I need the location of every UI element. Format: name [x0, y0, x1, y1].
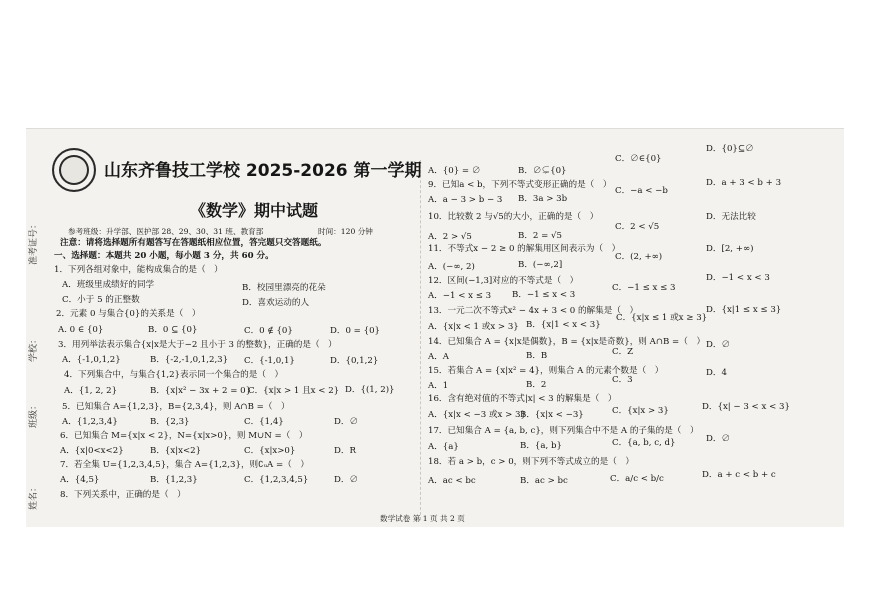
- q10-option-b: B．2 = √5: [518, 231, 562, 241]
- q7-option-c: C．{1,2,3,4,5}: [244, 475, 309, 485]
- q11-option-b: B．(−∞,2]: [518, 260, 563, 270]
- q7-option-d: D．∅: [334, 475, 359, 485]
- q2-option-c: C．0 ∉ {0}: [244, 326, 293, 336]
- column-divider: [420, 160, 421, 520]
- question-10: 10．比较数 2 与√5的大小，正确的是（ ）: [428, 212, 599, 222]
- q18-option-c: C．a/c < b/c: [610, 474, 664, 484]
- question-13: 13．一元二次不等式x² − 4x + 3 < 0 的解集是（ ）: [428, 306, 639, 316]
- q6-option-d: D．R: [334, 446, 356, 456]
- q1-option-a: A．班级里成绩好的同学: [62, 280, 155, 290]
- q13-option-d: D．{x|1 ≤ x ≤ 3}: [706, 305, 782, 315]
- q8-option-a: A．{0} = ∅: [428, 166, 481, 176]
- side-label-exam-number: 准考证号：: [29, 219, 39, 265]
- question-8: 8．下列关系中，正确的是（ ）: [60, 490, 186, 500]
- question-16: 16．含有绝对值的不等式|x| < 3 的解集是（ ）: [428, 394, 617, 404]
- q8-option-d: D．{0}⊆∅: [706, 144, 754, 154]
- question-12: 12．区间(−1,3]对应的不等式是（ ）: [428, 276, 579, 286]
- q5-option-a: A．{1,2,3,4}: [62, 417, 118, 427]
- q16-option-a: A．{x|x < −3 或x > 3}: [428, 410, 526, 420]
- time-label: 时间：120 分钟: [318, 227, 373, 236]
- question-7: 7．若全集 U={1,2,3,4,5}，集合 A={1,2,3}，则∁ᵤA =（ ）: [60, 460, 309, 470]
- q9-option-b: B．3a > 3b: [518, 194, 568, 204]
- q2-option-a: A. 0 ∈ {0}: [58, 325, 104, 335]
- side-label-class: 班级：: [29, 400, 39, 428]
- q15-option-d: D．4: [706, 368, 727, 378]
- q14-option-c: C．Z: [612, 347, 634, 357]
- question-14: 14．已知集合 A = {x|x是偶数}，B = {x|x是奇数}，则 A∩B =（ ）: [428, 337, 706, 347]
- q16-option-d: D．{x| − 3 < x < 3}: [702, 402, 790, 412]
- q7-option-a: A．{4,5}: [60, 475, 100, 485]
- q6-option-a: A．{x|0<x<2}: [60, 446, 124, 456]
- q11-option-c: C．(2, +∞): [615, 252, 663, 262]
- q17-option-a: A．{a}: [428, 442, 459, 452]
- q15-option-a: A．1: [428, 381, 449, 391]
- q2-option-d: D．0 = {0}: [330, 326, 381, 336]
- q13-option-b: B．{x|1 < x < 3}: [526, 320, 601, 330]
- q12-option-a: A．−1 < x ≤ 3: [428, 291, 492, 301]
- q2-option-b: B．0 ⊆ {0}: [148, 325, 198, 335]
- q8-option-b: B．∅⊊{0}: [518, 166, 567, 176]
- q10-option-c: C．2 < √5: [615, 222, 660, 232]
- question-2: 2．元素 0 与集合{0}的关系是（ ）: [56, 309, 201, 319]
- q12-option-c: C．−1 ≤ x ≤ 3: [612, 283, 676, 293]
- q11-option-a: A．(−∞, 2): [428, 262, 475, 272]
- q17-option-d: D．∅: [706, 434, 731, 444]
- q5-option-d: D．∅: [334, 417, 359, 427]
- question-3: 3．用列举法表示集合{x|x是大于−2 且小于 3 的整数}，正确的是（ ）: [58, 340, 337, 350]
- q18-option-d: D．a + c < b + c: [702, 470, 776, 480]
- question-18: 18．若 a > b，c > 0，则下列不等式成立的是（ ）: [428, 457, 634, 467]
- q3-option-b: B．{-2,-1,0,1,2,3}: [150, 355, 229, 365]
- q4-option-a: A．{1, 2, 2}: [64, 386, 118, 396]
- q6-option-b: B．{x|x<2}: [150, 446, 202, 456]
- q10-option-a: A．2 > √5: [428, 232, 472, 242]
- q14-option-b: B．B: [526, 351, 548, 361]
- question-17: 17．已知集合 A = {a, b, c}，则下列集合中不是 A 的子集的是（ ）: [428, 426, 699, 436]
- q4-option-b: B．{x|x² − 3x + 2 = 0}: [150, 386, 252, 396]
- q9-option-c: C．−a < −b: [615, 186, 668, 196]
- q9-option-d: D．a + 3 < b + 3: [706, 178, 782, 188]
- q15-option-c: C．3: [612, 375, 633, 385]
- question-1: 1．下列各组对象中，能构成集合的是（ ）: [54, 265, 223, 275]
- q1-option-c: C．小于 5 的正整数: [62, 295, 140, 305]
- page-footer: 数学试卷 第 1 页 共 2 页: [380, 514, 465, 523]
- q4-option-c: C．{x|x > 1 且x < 2}: [248, 386, 340, 396]
- question-9: 9．已知a < b，下列不等式变形正确的是（ ）: [428, 180, 612, 190]
- q9-option-a: A．a − 3 > b − 3: [428, 195, 503, 205]
- q13-option-a: A．{x|x < 1 或x > 3}: [428, 322, 519, 332]
- q5-option-b: B．{2,3}: [150, 417, 190, 427]
- q15-option-b: B．2: [526, 380, 547, 390]
- q17-option-b: B．{a, b}: [520, 441, 562, 451]
- question-15: 15．若集合 A = {x|x² = 4}，则集合 A 的元素个数是（ ）: [428, 366, 664, 376]
- q1-option-d: D．喜欢运动的人: [242, 298, 310, 308]
- q16-option-c: C．{x|x > 3}: [612, 406, 669, 416]
- q8-option-c: C．∅∈{0}: [615, 154, 662, 164]
- q13-option-c: C．{x|x ≤ 1 或x ≥ 3}: [616, 313, 708, 323]
- side-label-school: 学校：: [29, 334, 39, 362]
- question-4: 4．下列集合中，与集合{1,2}表示同一个集合的是（ ）: [64, 370, 284, 380]
- q17-option-c: C．{a, b, c, d}: [612, 438, 676, 448]
- classes-label: 参考班级：升学部、医护部 28、29、30、31 班、教育部: [68, 227, 264, 236]
- school-seal-logo: [52, 148, 96, 192]
- q16-option-b: B．{x|x < −3}: [520, 410, 584, 420]
- exam-note: 注意：请将选择题所有题答写在答题纸相应位置，答完题只交答题纸。: [60, 238, 327, 248]
- q4-option-d: D．{(1, 2)}: [345, 385, 395, 395]
- section-heading: 一、选择题：本题共 20 小题，每小题 3 分，共 60 分。: [54, 251, 274, 261]
- q12-option-b: B．−1 ≤ x < 3: [512, 290, 576, 300]
- q11-option-d: D．[2, +∞): [706, 244, 754, 254]
- q3-option-d: D．{0,1,2}: [330, 356, 379, 366]
- q14-option-d: D．∅: [706, 340, 731, 350]
- q1-option-b: B．校园里漂亮的花朵: [242, 283, 326, 293]
- side-label-name: 姓名：: [29, 482, 39, 510]
- q10-option-d: D．无法比较: [706, 212, 756, 222]
- exam-title: 《数学》期中试题: [190, 201, 319, 220]
- question-11: 11．不等式x − 2 ≥ 0 的解集用区间表示为（ ）: [428, 244, 621, 254]
- q3-option-a: A．{-1,0,1,2}: [62, 355, 121, 365]
- q18-option-b: B．ac > bc: [520, 476, 568, 486]
- question-5: 5．已知集合 A={1,2,3}，B={2,3,4}，则 A∩B =（ ）: [62, 402, 290, 412]
- q18-option-a: A．ac < bc: [428, 476, 476, 486]
- q7-option-b: B．{1,2,3}: [150, 475, 198, 485]
- question-6: 6．已知集合 M={x|x < 2}，N={x|x>0}，则 M∪N =（ ）: [60, 431, 308, 441]
- q5-option-c: C．{1,4}: [244, 417, 284, 427]
- q3-option-c: C．{-1,0,1}: [244, 356, 295, 366]
- school-title: 山东齐鲁技工学校 2025-2026 第一学期: [104, 161, 422, 181]
- q12-option-d: D．−1 < x < 3: [706, 273, 770, 283]
- q14-option-a: A．A: [428, 352, 450, 362]
- q6-option-c: C．{x|x>0}: [244, 446, 296, 456]
